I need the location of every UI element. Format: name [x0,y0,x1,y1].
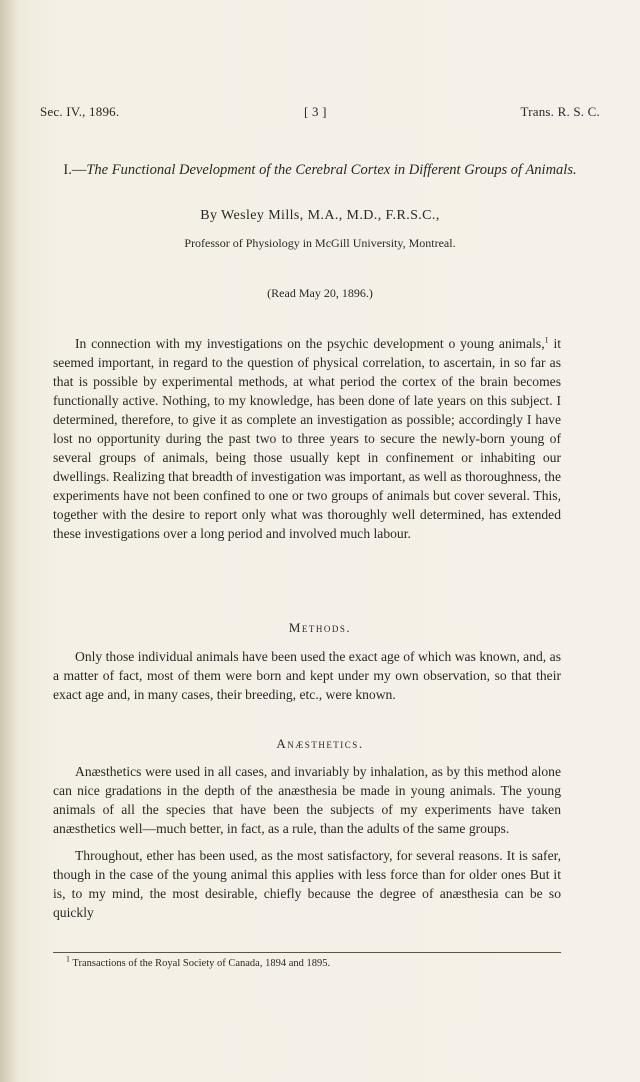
page-number: [ 3 ] [304,104,327,119]
footnote-mark: 1 [66,954,70,964]
footnote [66,954,546,971]
page-edge-shadow [0,0,18,1082]
anaesthetics-text-1: Anæsthetics were used in all cases, and invariably by inhalation, as by this method alone can nice gradations in the depth of the anæsthesia be made in young animals. The young animals of all the species that have been the subjects of my experiments have taken anæsthetics well—much better, in fact, as a rule, than the adults of the same groups. [53,764,561,836]
article-number: I.— [63,162,87,178]
anaesthetics-paragraph-2 [53,846,561,922]
anaesthetics-heading: Anæsthetics. [276,736,364,751]
anaesthetics-paragraph-1 [53,762,561,838]
intro-text: In connection with my investigations on the psychic development o young animals, [75,336,545,351]
footnote-ref: 1 [544,335,549,345]
methods-heading: Methods. [288,620,352,635]
methods-paragraph [53,647,561,704]
article-title [40,160,600,180]
footnote-text: Transactions of the Royal Society of Canada, 1894 and 1895. [70,958,331,969]
journal-label: Trans. R. S. C. [520,104,600,119]
running-head [40,104,600,124]
intro-paragraph [53,334,561,543]
footnote-rule [53,952,561,953]
author-byline: By Wesley Mills, M.A., M.D., F.R.S.C., [200,208,440,223]
anaesthetics-text-2: Throughout, ether has been used, as the most satisfactory, for several reasons. It is safer, though in the case of the young animal this applies with less force than for older ones But it is, to my mind, the most desirable, chiefly because the degree of anæsthesia can be so quickly [53,848,561,920]
read-date: (Read May 20, 1896.) [267,286,373,300]
intro-text-rest: it seemed important, in regard to the question of physical correlation, to ascertain, in so far as that is possible by experimental methods, at what period the cortex of the brain becomes functionally active. Nothing, to my knowledge, has been done of late years on this subject. I determined, therefore, to give it as complete an investigation as possible; accordingly I have lost no opportunity during the past two to three years to secure the newly-born young of several groups of animals, being those usually kept in confinement or inhabiting our dwellings. Realizing that breadth of investigation was important, as well as thoroughness, the experiments have not been confined to one or two groups of animals but cover several. This, together with the desire to report only what was thoroughly well determined, has extended these investigations over a long period and involved much labour. [53,336,561,541]
author-affiliation: Professor of Physiology in McGill University, Montreal. [184,236,456,250]
section-label: Sec. IV., 1896. [40,104,120,119]
methods-text: Only those individual animals have been used the exact age of which was known, and, as a matter of fact, most of them were born and kept under my own observation, so that their exact age and, in many cases, their breeding, etc., were known. [53,649,561,702]
article-title-text: The Functional Development of the Cerebral Cortex in Different Groups of Animals. [86,162,577,178]
